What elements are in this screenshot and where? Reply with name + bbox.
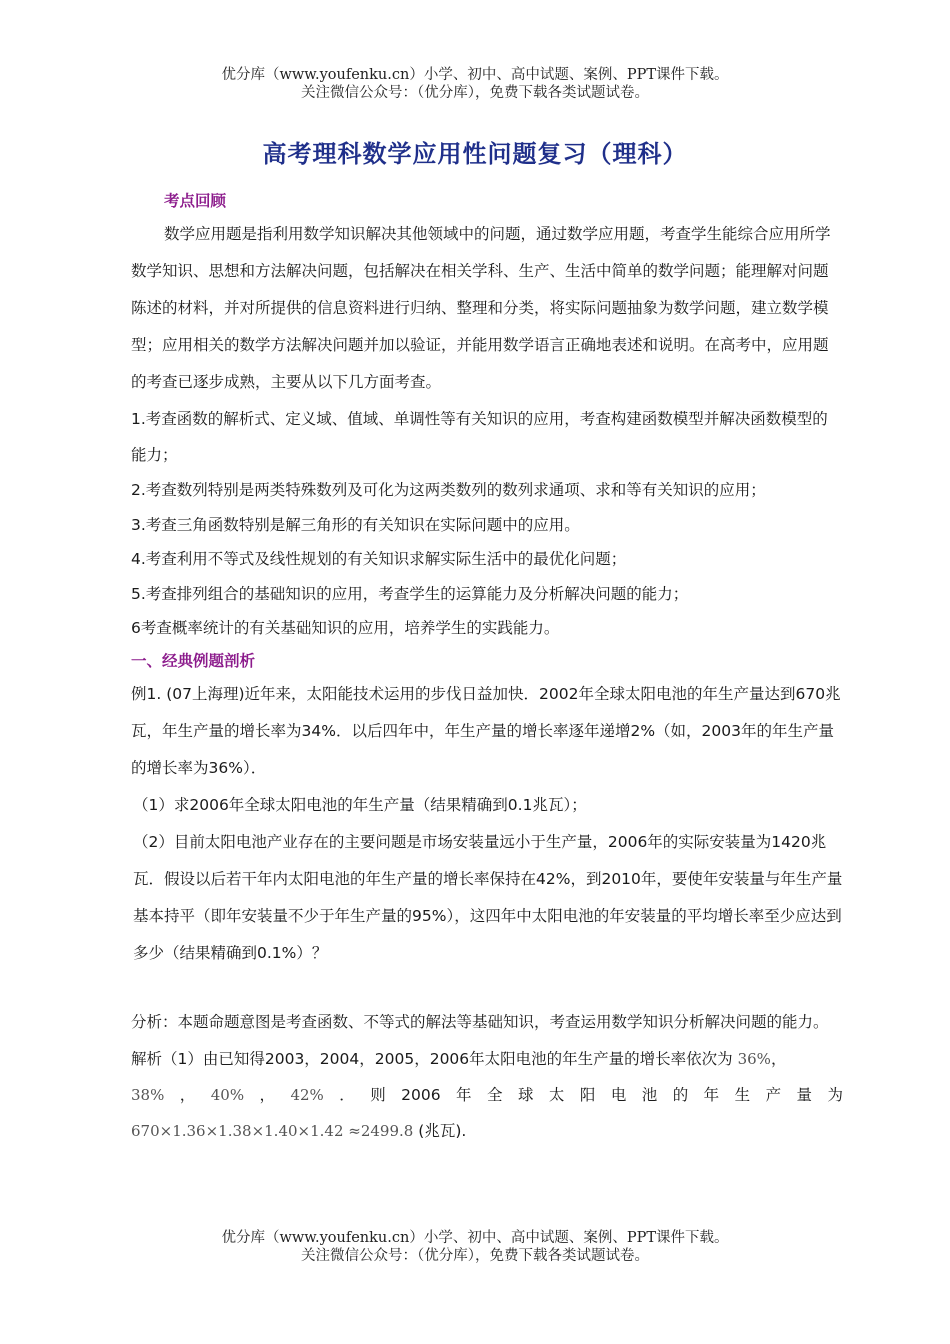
header-line-1: 优分库（www.youfenku.cn）小学、初中、高中试题、案例、PPT课件下载。 bbox=[221, 67, 729, 83]
rate-38: 38% bbox=[131, 1085, 165, 1104]
example-1-question-1: （1）求2006年全球太阳电池的年生产量（结果精确到0.1兆瓦）； bbox=[133, 795, 587, 814]
word-9: 的 bbox=[672, 1085, 689, 1104]
solution-line-3 bbox=[131, 1113, 843, 1149]
sep-1: ， bbox=[179, 1085, 196, 1104]
example-1-statement: 例1. (07上海理)近年来，太阳能技术运用的步伐日益加快．2002年全球太阳电池的年生产量达到670兆瓦，年生产量的增长率为34%．以后四年中，年生产量的增长率逐年递增2%（如，2003年的年生产量的增长率为36%）． bbox=[131, 684, 841, 777]
word-0: 则 bbox=[370, 1085, 386, 1104]
spacer bbox=[131, 972, 843, 1004]
word-11: 生 bbox=[734, 1085, 751, 1104]
solution-line-1 bbox=[131, 1041, 843, 1077]
rate-36: 36% bbox=[737, 1049, 771, 1068]
footer-line-1: 优分库（www.youfenku.cn）小学、初中、高中试题、案例、PPT课件下载。 bbox=[221, 1230, 729, 1246]
word-5: 太 bbox=[548, 1085, 565, 1104]
solution-comma: ， bbox=[770, 1049, 787, 1068]
review-item-6: 6考查概率统计的有关基础知识的应用，培养学生的实践能力。 bbox=[131, 619, 560, 637]
word-6: 阳 bbox=[579, 1085, 596, 1104]
word-8: 池 bbox=[641, 1085, 658, 1104]
example-1-question-2: （2）目前太阳电池产业存在的主要问题是市场安装量远小于生产量，2006年的实际安装量为1420兆瓦．假设以后若干年内太阳电池的年生产量的增长率保持在42%，到2010年，要使年安装量与年生产量基本持平（即年安装量不少于年生产量的95%），这四年中太阳电池的年安装量的平均增长率至少应达到多少（结果精确到0.1%）？ bbox=[133, 832, 843, 962]
review-item-1: 1.考查函数的解析式、定义域、值域、单调性等有关知识的应用，考查构建函数模型并解决函数模型的能力； bbox=[131, 410, 828, 464]
word-13: 量 bbox=[796, 1085, 813, 1104]
review-item-4: 4.考查利用不等式及线性规划的有关知识求解实际生活中的最优化问题； bbox=[131, 550, 627, 568]
solution-line-2 bbox=[131, 1077, 843, 1113]
word-12: 产 bbox=[765, 1085, 782, 1104]
review-item-5: 5.考查排列组合的基础知识的应用，考查学生的运算能力及分析解决问题的能力； bbox=[131, 584, 689, 603]
word-2: 年 bbox=[456, 1085, 472, 1104]
word-10: 年 bbox=[703, 1085, 720, 1104]
document-body bbox=[131, 186, 843, 1149]
analysis-paragraph: 分析：本题命题意图是考查函数、不等式的解法等基础知识，考查运用数学知识分析解决问题的能力。 bbox=[131, 1012, 829, 1031]
review-item-2: 2.考查数列特别是两类特殊数列及可化为这两类数列的数列求通项、求和等有关知识的应用； bbox=[131, 481, 766, 499]
solution-lead-text: 解析（1）由已知得2003，2004，2005，2006年太阳电池的年生产量的增长率依次为 bbox=[131, 1049, 733, 1068]
word-3: 全 bbox=[487, 1085, 503, 1104]
word-14: 为 bbox=[827, 1085, 843, 1104]
formula-unit: (兆瓦). bbox=[418, 1121, 467, 1140]
period-mark: ． bbox=[339, 1085, 355, 1104]
rate-42: 42% bbox=[290, 1085, 324, 1104]
review-item-3: 3.考查三角函数特别是解三角形的有关知识在实际问题中的应用。 bbox=[131, 515, 580, 534]
footer-line-2: 关注微信公众号：（优分库），免费下载各类试题试卷。 bbox=[301, 1248, 649, 1264]
review-intro-paragraph: 数学应用题是指利用数学知识解决其他领域中的问题，通过数学应用题，考查学生能综合应用所学数学知识、思想和方法解决问题，包括解决在相关学科、生产、生活中简单的数学问题；能理解对问题陈述的材料，并对所提供的信息资料进行归纳、整理和分类，将实际问题抽象为数学问题，建立数学模型；应用相关的数学方法解决问题并加以验证，并能用数学语言正确地表述和说明。在高考中，应用题的考查已逐步成熟，主要从以下几方面考查。 bbox=[131, 225, 831, 391]
page-footer bbox=[0, 1229, 950, 1265]
page-header bbox=[0, 66, 950, 102]
word-1: 2006 bbox=[401, 1085, 441, 1104]
section-heading-examples: 一、经典例题剖析 bbox=[131, 651, 256, 670]
header-line-2: 关注微信公众号：（优分库），免费下载各类试题试卷。 bbox=[301, 85, 649, 101]
word-7: 电 bbox=[610, 1085, 627, 1104]
production-formula: 670×1.36×1.38×1.40×1.42 ≈2499.8 bbox=[131, 1121, 414, 1140]
word-4: 球 bbox=[517, 1085, 534, 1104]
page-title: 高考理科数学应用性问题复习（理科） bbox=[262, 140, 688, 168]
section-heading-review: 考点回顾 bbox=[164, 192, 227, 210]
rate-40: 40% bbox=[210, 1085, 245, 1104]
sep-2: ， bbox=[259, 1085, 276, 1104]
